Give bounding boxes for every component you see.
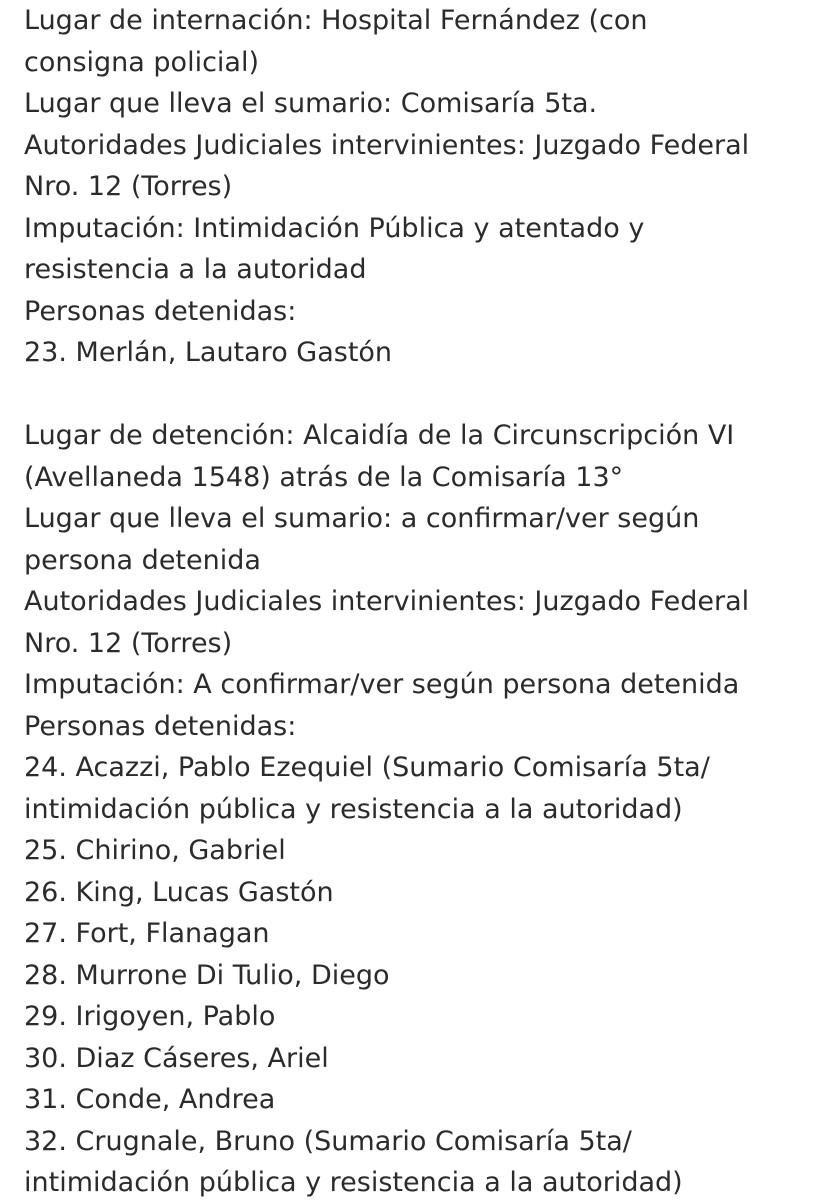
lugar-detencion-line-1: Lugar de detención: Alcaidía de la Circunscripción VI <box>24 420 735 451</box>
imputacion-line: Imputación: A confirmar/ver según persona detenida <box>24 669 740 700</box>
persona-item: 23. Merlán, Lautaro Gastón <box>24 337 393 368</box>
persona-item: 31. Conde, Andrea <box>24 1084 276 1115</box>
block-alcaidia <box>24 415 824 1204</box>
persona-item-continuation: intimidación pública y resistencia a la autoridad) <box>24 793 683 825</box>
autoridades-line-1: Autoridades Judiciales intervinientes: Juzgado Federal <box>24 129 750 161</box>
autoridades-line-1: Autoridades Judiciales intervinientes: Juzgado Federal <box>24 586 750 617</box>
imputacion-line-1: Imputación: Intimidación Pública y atentado y <box>24 212 645 244</box>
document-body <box>24 0 824 1204</box>
personas-heading: Personas detenidas: <box>24 295 297 327</box>
persona-item: 28. Murrone Di Tulio, Diego <box>24 959 390 991</box>
lugar-sumario-line: Lugar que lleva el sumario: Comisaría 5ta. <box>24 88 598 119</box>
persona-item: 26. King, Lucas Gastón <box>24 876 334 908</box>
paragraph-gap <box>24 374 824 416</box>
lugar-detencion-line-2: (Avellaneda 1548) atrás de la Comisaría 13° <box>24 461 624 493</box>
imputacion-line-2: resistencia a la autoridad <box>24 254 367 285</box>
autoridades-line-2: Nro. 12 (Torres) <box>24 171 233 202</box>
block-hospital <box>24 0 824 374</box>
autoridades-line-2: Nro. 12 (Torres) <box>24 627 233 659</box>
persona-item: 27. Fort, Flanagan <box>24 918 270 949</box>
persona-item-continuation: intimidación pública y resistencia a la autoridad) <box>24 1167 683 1198</box>
lugar-sumario-line-2: persona detenida <box>24 544 261 576</box>
persona-item: 25. Chirino, Gabriel <box>24 835 286 866</box>
persona-item: 32. Crugnale, Bruno (Sumario Comisaría 5ta/ <box>24 1125 632 1157</box>
persona-item: 30. Diaz Cáseres, Ariel <box>24 1042 329 1074</box>
lugar-internacion-line-1: Lugar de internación: Hospital Fernández (con <box>24 5 648 36</box>
persona-item: 29. Irigoyen, Pablo <box>24 1001 276 1032</box>
lugar-internacion-line-2: consigna policial) <box>24 46 260 78</box>
lugar-sumario-line-1: Lugar que lleva el sumario: a confirmar/ver según <box>24 503 700 534</box>
personas-heading: Personas detenidas: <box>24 710 297 742</box>
persona-item: 24. Acazzi, Pablo Ezequiel (Sumario Comisaría 5ta/ <box>24 752 710 783</box>
